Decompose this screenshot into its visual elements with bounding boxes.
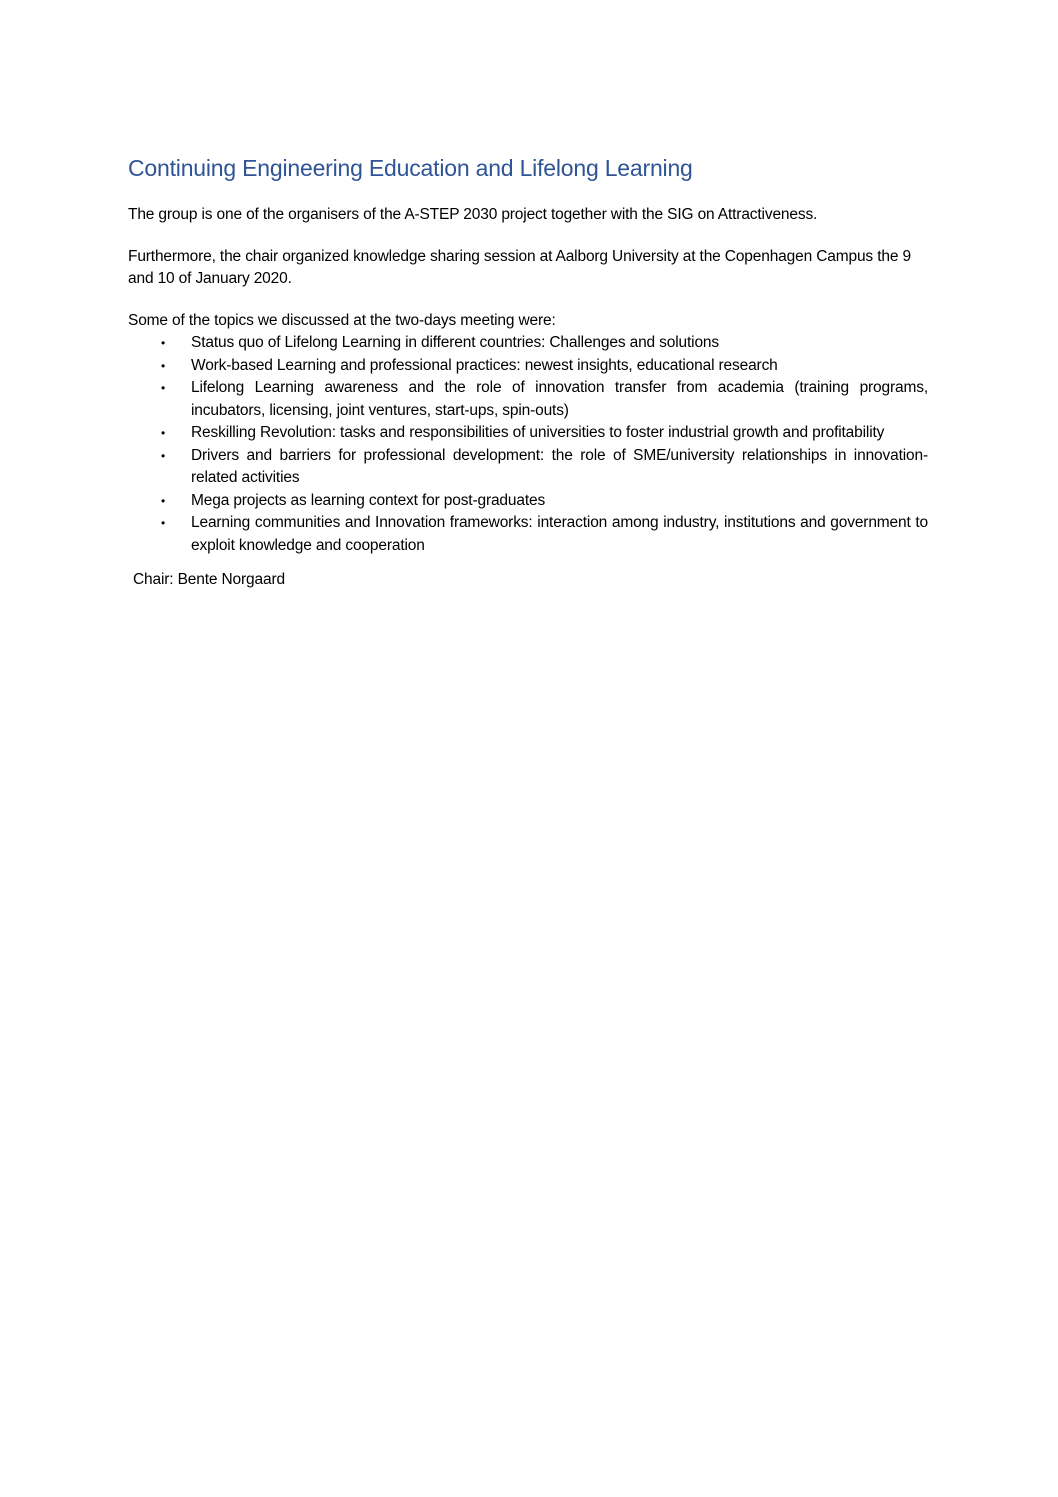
bullet-icon: •	[161, 493, 166, 508]
list-item	[161, 422, 928, 445]
list-item	[161, 355, 928, 378]
list-item-text: Learning communities and Innovation frameworks: interaction among industry, institutions and government to exploit knowledge and cooperation	[191, 514, 928, 554]
chair-line: Chair: Bente Norgaard	[133, 571, 285, 588]
list-item	[161, 445, 928, 490]
intro-paragraph: The group is one of the organisers of the A-STEP 2030 project together with the SIG on Attractiveness.	[128, 206, 818, 223]
list-item	[161, 377, 928, 422]
list-item-text: Lifelong Learning awareness and the role of innovation transfer from academia (training programs, incubators, licensing, joint ventures, start-ups, spin-outs)	[191, 379, 928, 419]
bullet-icon: •	[161, 358, 166, 373]
list-item	[161, 490, 928, 513]
bullet-icon: •	[161, 516, 166, 530]
topics-list	[128, 332, 928, 557]
bullet-icon: •	[161, 336, 166, 350]
list-item	[161, 332, 928, 355]
knowledge-sharing-paragraph: Furthermore, the chair organized knowledge sharing session at Aalborg University at the Copenhagen Campus the 9 and 10 of January 2020.	[128, 248, 911, 287]
bullet-icon: •	[161, 381, 166, 395]
document-content	[128, 148, 928, 591]
list-item-text: Status quo of Lifelong Learning in different countries: Challenges and solutions	[191, 334, 719, 351]
list-item-text: Work-based Learning and professional practices: newest insights, educational research	[191, 356, 778, 374]
section-heading: Continuing Engineering Education and Lifelong Learning	[128, 155, 693, 181]
list-item	[161, 512, 928, 557]
bullet-icon: •	[161, 448, 166, 463]
bullet-icon: •	[161, 426, 166, 440]
list-item-text: Mega projects as learning context for post-graduates	[191, 491, 546, 509]
list-item-text: Drivers and barriers for professional development: the role of SME/university relationships in innovation-related activities	[191, 446, 928, 486]
topics-intro-paragraph: Some of the topics we discussed at the two-days meeting were:	[128, 312, 556, 329]
list-item-text: Reskilling Revolution: tasks and responsibilities of universities to foster industrial growth and profitability	[191, 424, 885, 441]
